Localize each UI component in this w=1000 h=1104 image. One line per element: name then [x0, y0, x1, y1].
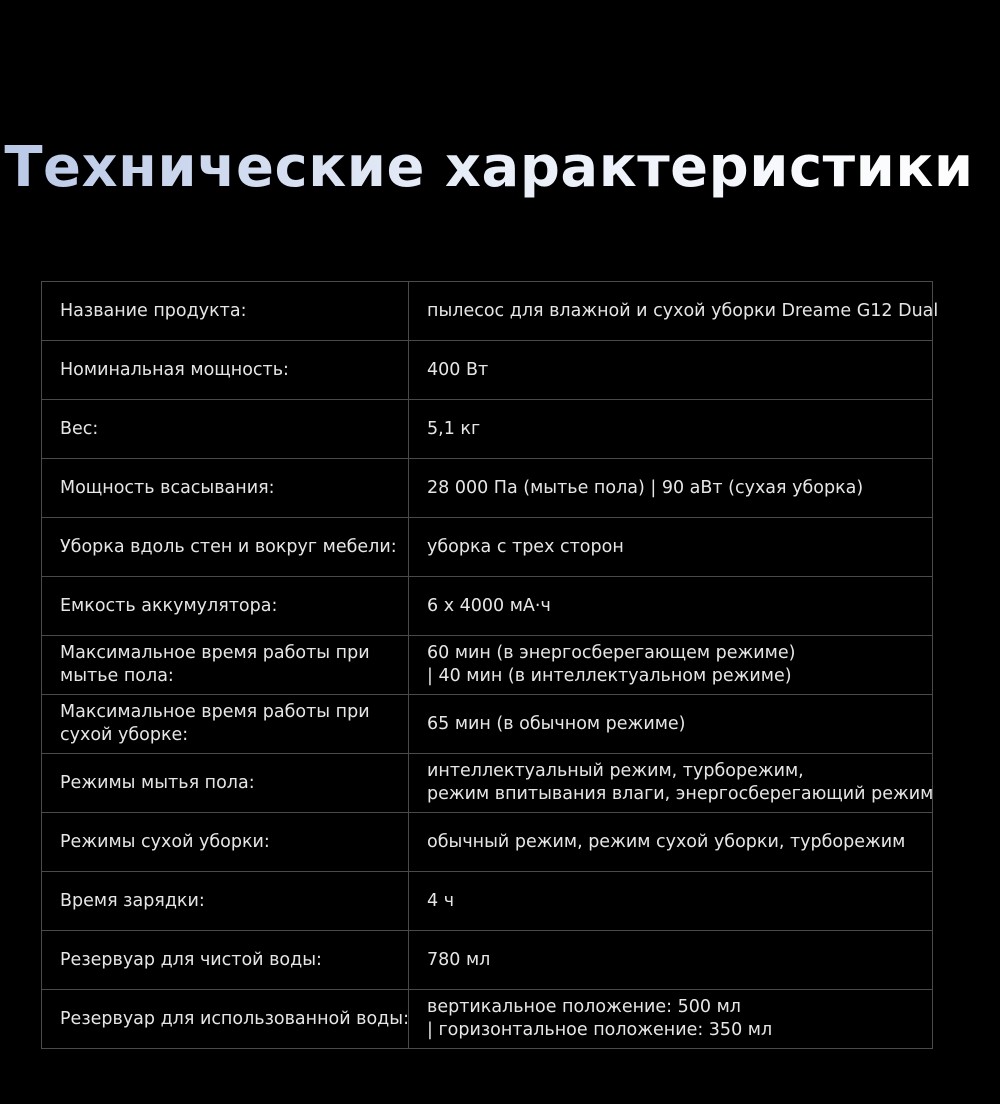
- spec-value: пылесос для влажной и сухой уборки Dreame G12 Dual: [409, 282, 933, 341]
- table-row: [42, 695, 933, 754]
- spec-label: Максимальное время работы при сухой уборке:: [42, 695, 409, 754]
- spec-label: Режимы мытья пола:: [42, 754, 409, 813]
- spec-label: Номинальная мощность:: [42, 341, 409, 400]
- spec-label: Максимальное время работы при мытье пола:: [42, 636, 409, 695]
- spec-label: Резервуар для использованной воды:: [42, 990, 409, 1049]
- spec-value: 400 Вт: [409, 341, 933, 400]
- spec-label: Уборка вдоль стен и вокруг мебели:: [42, 518, 409, 577]
- table-row: [42, 341, 933, 400]
- table-row: [42, 990, 933, 1049]
- spec-label: Название продукта:: [42, 282, 409, 341]
- spec-label: Емкость аккумулятора:: [42, 577, 409, 636]
- spec-value: уборка с трех сторон: [409, 518, 933, 577]
- table-row: [42, 872, 933, 931]
- spec-value: 65 мин (в обычном режиме): [409, 695, 933, 754]
- table-row: [42, 282, 933, 341]
- spec-value: 780 мл: [409, 931, 933, 990]
- spec-label: Режимы сухой уборки:: [42, 813, 409, 872]
- page-title: Технические характеристики: [0, 128, 978, 208]
- spec-value: 5,1 кг: [409, 400, 933, 459]
- specs-table: [41, 281, 939, 1049]
- table-row: [42, 518, 933, 577]
- spec-label: Вес:: [42, 400, 409, 459]
- spec-label: Мощность всасывания:: [42, 459, 409, 518]
- spec-label: Резервуар для чистой воды:: [42, 931, 409, 990]
- table-row: [42, 931, 933, 990]
- spec-value: вертикальное положение: 500 мл | горизонтальное положение: 350 мл: [409, 990, 933, 1049]
- spec-label: Время зарядки:: [42, 872, 409, 931]
- table-row: [42, 400, 933, 459]
- table-row: [42, 754, 933, 813]
- table-row: [42, 459, 933, 518]
- spec-value: 4 ч: [409, 872, 933, 931]
- table-row: [42, 813, 933, 872]
- table-row: [42, 636, 933, 695]
- spec-value: 6 x 4000 мА·ч: [409, 577, 933, 636]
- spec-value: интеллектуальный режим, турборежим, режим впитывания влаги, энергосберегающий режим: [409, 754, 933, 813]
- spec-value: 60 мин (в энергосберегающем режиме) | 40 мин (в интеллектуальном режиме): [409, 636, 933, 695]
- spec-value: обычный режим, режим сухой уборки, турборежим: [409, 813, 933, 872]
- spec-value: 28 000 Па (мытье пола) | 90 аВт (сухая уборка): [409, 459, 933, 518]
- table-row: [42, 577, 933, 636]
